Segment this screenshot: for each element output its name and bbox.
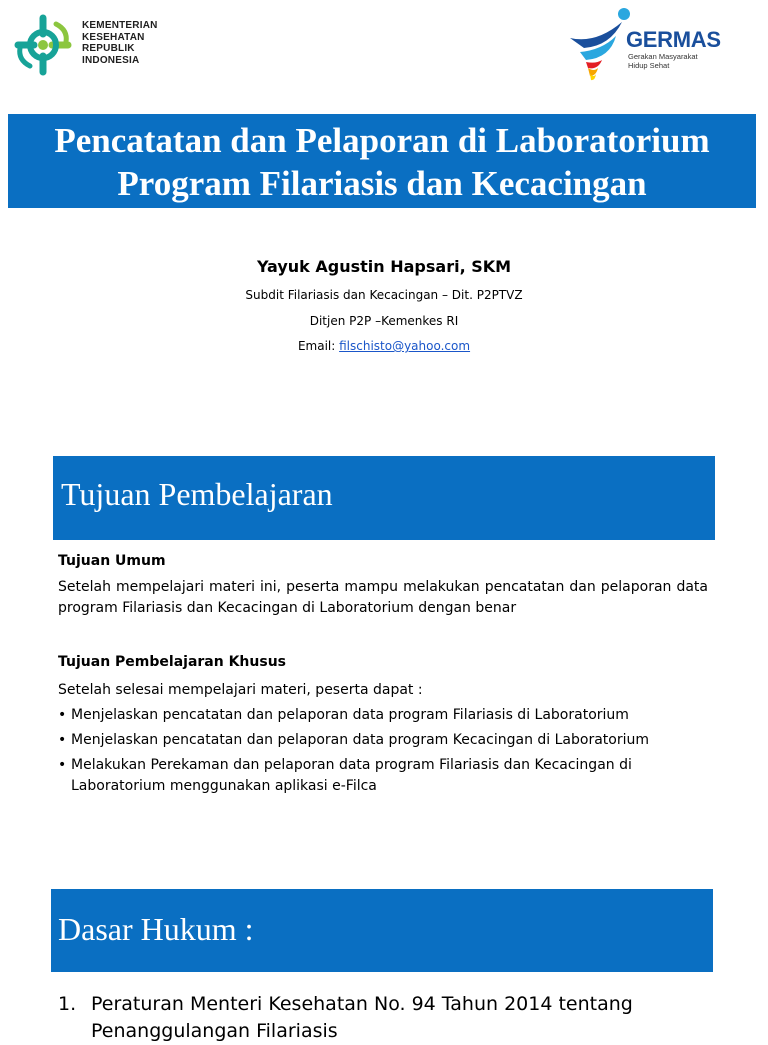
- kemenkes-line: KEMENTERIAN: [82, 20, 158, 31]
- germas-logo: [566, 6, 634, 82]
- dasar-hukum-list: [58, 991, 708, 1045]
- affiliation-ditjen: Ditjen P2P –Kemenkes RI: [309, 314, 459, 328]
- list-item: [58, 991, 708, 1045]
- germas-tagline: [628, 53, 698, 70]
- bullet-icon: •: [58, 757, 67, 773]
- germas-tagline-line: Hidup Sehat: [628, 60, 670, 70]
- tujuan-khusus-intro: Setelah selesai mempelajari materi, peserta dapat :: [58, 682, 423, 698]
- affiliation-subdit: Subdit Filariasis dan Kecacingan – Dit. P2PTVZ: [245, 288, 523, 302]
- tujuan-khusus-title: Tujuan Pembelajaran Khusus: [58, 654, 286, 670]
- title-banner: [8, 114, 756, 208]
- tujuan-khusus-list: [58, 705, 708, 801]
- bullet-icon: •: [58, 707, 67, 723]
- dasar-hukum-heading: Dasar Hukum :: [51, 889, 713, 972]
- bullet-icon: •: [58, 732, 67, 748]
- list-item-text: Melakukan Perekaman dan pelaporan data program Filariasis dan Kecacingan di Laboratorium menggunakan aplikasi e-Filca: [71, 757, 632, 794]
- email-label: Email:: [297, 339, 340, 353]
- tujuan-umum-title: Tujuan Umum: [58, 553, 166, 569]
- title-line: Pencatatan dan Pelaporan di Laboratorium: [54, 121, 710, 160]
- email-link[interactable]: filschisto@yahoo.com: [339, 339, 471, 353]
- list-item-text: Menjelaskan pencatatan dan pelaporan data program Kecacingan di Laboratorium: [71, 732, 649, 748]
- kemenkes-line: REPUBLIK: [82, 43, 135, 54]
- list-item: [58, 730, 708, 751]
- list-item-text: Peraturan Menteri Kesehatan No. 94 Tahun 2014 tentang Penanggulangan Filariasis: [91, 993, 633, 1042]
- kemenkes-wordmark: [82, 20, 158, 66]
- kemenkes-line: KESEHATAN: [82, 31, 145, 43]
- kemenkes-line: INDONESIA: [82, 54, 140, 66]
- tujuan-umum-text: Setelah mempelajari materi ini, peserta mampu melakukan pencatatan dan pelaporan data program Filariasis dan Kecacingan di Laboratorium dengan benar: [58, 579, 708, 616]
- tujuan-section-heading: Tujuan Pembelajaran: [53, 456, 715, 540]
- email-line: [0, 339, 768, 353]
- list-number: 1.: [58, 993, 77, 1015]
- kemenkes-logo: [12, 12, 74, 78]
- list-item-text: Menjelaskan pencatatan dan pelaporan data program Filariasis di Laboratorium: [71, 707, 629, 723]
- list-item: [58, 755, 708, 797]
- germas-tagline-line: Gerakan Masyarakat: [628, 52, 698, 61]
- title-line: Program Filariasis dan Kecacingan: [117, 164, 647, 203]
- author-name: Yayuk Agustin Hapsari, SKM: [256, 257, 512, 276]
- germas-wordmark: GERMAS: [626, 27, 721, 52]
- list-item: [58, 705, 708, 726]
